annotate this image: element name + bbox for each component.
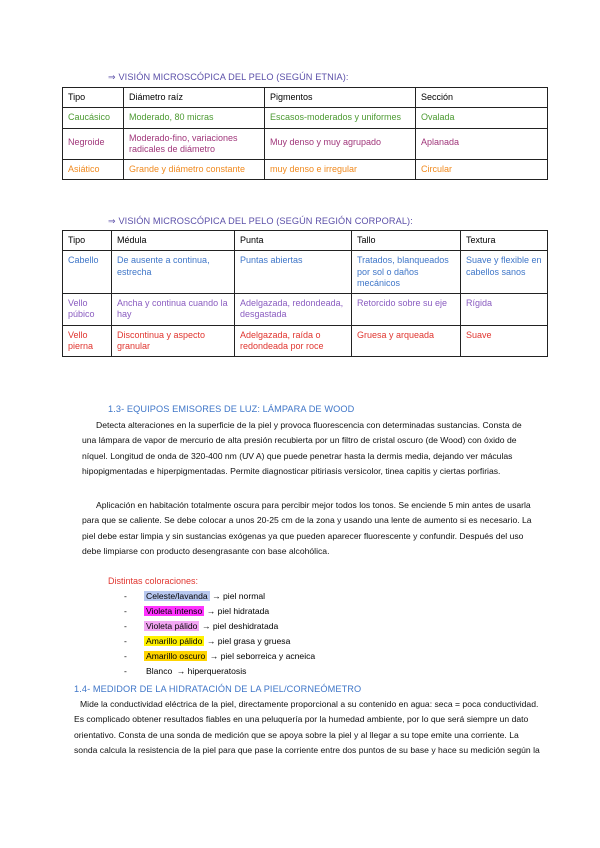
table-cell: Adelgazada, raída o redondeada por roce <box>235 325 352 357</box>
list-item <box>118 589 315 604</box>
table-cell: Adelgazada, redondeada, desgastada <box>235 294 352 326</box>
corneometro-heading: 1.4- MEDIDOR DE LA HIDRATACIÓN DE LA PIEL/CORNEÓMETRO <box>74 684 362 694</box>
header-cell: Médula <box>112 231 235 251</box>
table-cell: Moderado, 80 micras <box>124 108 265 128</box>
list-dash: - <box>124 636 127 646</box>
color-desc: → piel seborreica y acneica <box>207 651 316 661</box>
table-row <box>63 160 548 180</box>
list-item <box>118 649 315 664</box>
table-cell: Muy denso y muy agrupado <box>265 128 416 160</box>
table-row <box>63 251 548 294</box>
table-row <box>63 108 548 128</box>
table-cell: Grande y diámetro constante <box>124 160 265 180</box>
wood-paragraph-2: Aplicación en habitación totalmente oscura para percibir mejor todos los tonos. Se enciende 5 min antes de usarla para que se caliente. Se debe colocar a unos 20-25 cm de la zona y usando una lente de aumento si es necesario. La piel debe estar limpia y sin sustancias exógenas ya que pueden aparecer fluorescente y confundir. Después del uso debe limpiarse con producto desengrasante con base alcohólica. <box>82 500 532 556</box>
section-etnia-title: ⇒ VISIÓN MICROSCÓPICA DEL PELO (SEGÚN ETNIA): <box>108 72 349 82</box>
color-label: Violeta pálido <box>146 621 198 631</box>
colors-title: Distintas coloraciones: <box>108 576 199 586</box>
corneometro-paragraph: Mide la conductividad eléctrica de la piel, directamente proporcional a su contenido en agua: seca = poca conductividad. Es complicado obtener resultados fiables en una peluquería por la humedad ambiente, por lo que será siempre un dato orientativo. Consta de una sonda de medición que se apoya sobre la piel y al llegar a su tope emite una corriente. La sonda calcula la resistencia de la piel para que pase la corriente entre dos puntos de su base y hace su medición según la <box>74 699 540 755</box>
color-label: Amarillo pálido <box>146 636 203 646</box>
table-cell: Caucásico <box>63 108 124 128</box>
table-cell: Negroide <box>63 128 124 160</box>
colors-list <box>118 589 315 679</box>
list-item <box>118 604 315 619</box>
header-cell: Textura <box>461 231 548 251</box>
header-cell: Punta <box>235 231 352 251</box>
header-cell: Tipo <box>63 88 124 108</box>
color-desc: → piel normal <box>209 591 266 601</box>
table-cell: Vello pierna <box>63 325 112 357</box>
table-row <box>63 325 548 357</box>
table-cell: Puntas abiertas <box>235 251 352 294</box>
wood-heading: 1.3- EQUIPOS EMISORES DE LUZ: LÁMPARA DE WOOD <box>108 404 355 414</box>
list-dash: - <box>124 621 127 631</box>
header-cell: Diámetro raíz <box>124 88 265 108</box>
table-cell: Escasos-moderados y uniformes <box>265 108 416 128</box>
header-cell: Tipo <box>63 231 112 251</box>
list-dash: - <box>124 666 127 676</box>
table-cell: Aplanada <box>416 128 548 160</box>
table-cell: Gruesa y arqueada <box>352 325 461 357</box>
table-cell: Suave <box>461 325 548 357</box>
color-label: Blanco <box>146 666 173 676</box>
table-row <box>63 128 548 160</box>
table-cell: Rígida <box>461 294 548 326</box>
table-cell: Asiático <box>63 160 124 180</box>
table-header-row <box>63 231 548 251</box>
table-header-row <box>63 88 548 108</box>
section-region-title: ⇒ VISIÓN MICROSCÓPICA DEL PELO (SEGÚN REGIÓN CORPORAL): <box>108 216 413 226</box>
color-label: Amarillo oscuro <box>146 651 206 661</box>
table-etnia <box>62 87 548 180</box>
table-cell: Vello púbico <box>63 294 112 326</box>
header-cell: Sección <box>416 88 548 108</box>
list-item <box>118 619 315 634</box>
table-cell: De ausente a continua, estrecha <box>112 251 235 294</box>
table-cell: Circular <box>416 160 548 180</box>
header-cell: Tallo <box>352 231 461 251</box>
list-dash: - <box>124 651 127 661</box>
table-row <box>63 294 548 326</box>
table-cell: Suave y flexible en cabellos sanos <box>461 251 548 294</box>
list-dash: - <box>124 591 127 601</box>
list-item <box>118 634 315 649</box>
color-label: Violeta intenso <box>146 606 203 616</box>
color-desc: → hiperqueratosis <box>174 666 247 676</box>
table-cell: Cabello <box>63 251 112 294</box>
color-label: Celeste/lavanda <box>146 591 208 601</box>
table-cell: Discontinua y aspecto granular <box>112 325 235 357</box>
list-dash: - <box>124 606 127 616</box>
color-desc: → piel grasa y gruesa <box>204 636 291 646</box>
wood-paragraph-1: Detecta alteraciones en la superficie de la piel y provoca fluorescencia con determinadas sustancias. Consta de una lámpara de vapor de mercurio de alta presión recubierta por un filtro de cristal oscuro (de Wood) con óxido de níquel. Longitud de onda de 320-400 nm (UV A) que puede penetrar hasta la dermis media, dejando ver máculas hipopigmentadas e hiperpigmentadas. Permite diagnosticar pitiriasis versicolor, tinea capitis y ciertas porfirias. <box>82 420 522 476</box>
table-cell: Ovalada <box>416 108 548 128</box>
table-cell: Tratados, blanqueados por sol o daños mecánicos <box>352 251 461 294</box>
color-desc: → piel hidratada <box>204 606 270 616</box>
table-cell: Retorcido sobre su eje <box>352 294 461 326</box>
list-item <box>118 664 315 679</box>
table-region <box>62 230 548 357</box>
color-desc: → piel deshidratada <box>199 621 279 631</box>
table-cell: Moderado-fino, variaciones radicales de diámetro <box>124 128 265 160</box>
table-cell: Ancha y continua cuando la hay <box>112 294 235 326</box>
table-cell: muy denso e irregular <box>265 160 416 180</box>
header-cell: Pigmentos <box>265 88 416 108</box>
